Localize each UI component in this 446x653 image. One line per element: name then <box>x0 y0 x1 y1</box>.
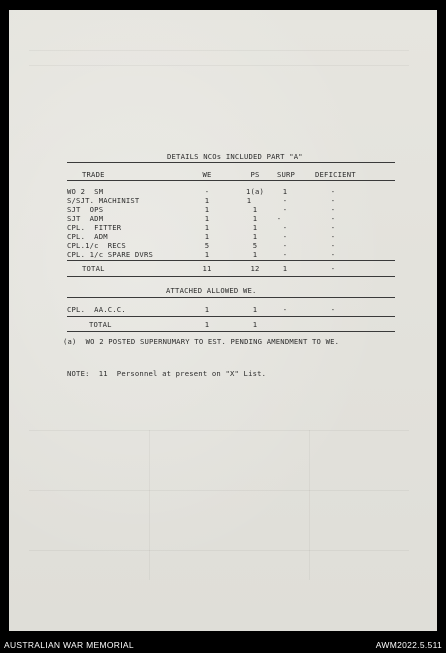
cell-def: - <box>330 196 336 205</box>
cell-surp: - <box>276 214 282 223</box>
cell-trade: SJT ADM <box>67 214 104 223</box>
archive-credit: AUSTRALIAN WAR MEMORIAL <box>4 640 134 650</box>
rule <box>67 331 395 332</box>
cell-trade: SJT OPS <box>67 205 104 214</box>
cell-trade: S/SJT. MACHINIST <box>67 196 140 205</box>
show-through-line <box>29 50 409 51</box>
show-through-line <box>29 550 409 551</box>
cell-ps: 1 <box>246 196 252 205</box>
rule <box>67 297 395 298</box>
cell-we: - <box>204 187 210 196</box>
cell-def: - <box>330 250 336 259</box>
rule <box>67 180 395 181</box>
total-surp: 1 <box>282 264 288 273</box>
cell-def: - <box>330 187 336 196</box>
show-through-line <box>29 490 409 491</box>
cell-surp: - <box>282 305 288 314</box>
show-through-line <box>309 430 310 580</box>
column-header-ps: PS <box>250 170 260 179</box>
cell-we: 1 <box>204 214 210 223</box>
cell-we: 1 <box>204 232 210 241</box>
cell-ps: 1 <box>252 250 258 259</box>
rule <box>67 260 395 261</box>
cell-surp: - <box>282 223 288 232</box>
cell-we: 1 <box>204 305 210 314</box>
column-header-we: WE <box>202 170 212 179</box>
cell-we: 1 <box>204 223 210 232</box>
cell-trade: CPL. AA.C.C. <box>67 305 126 314</box>
cell-trade: CPL. 1/c SPARE DVRS <box>67 250 154 259</box>
cell-surp: - <box>282 232 288 241</box>
cell-def: - <box>330 241 336 250</box>
column-header-trade: TRADE <box>82 170 105 179</box>
cell-surp: 1 <box>282 187 288 196</box>
cell-we: 5 <box>204 241 210 250</box>
cell-surp: - <box>282 205 288 214</box>
cell-ps: 1(a) <box>245 187 265 196</box>
cell-def: - <box>330 205 336 214</box>
cell-surp: - <box>282 241 288 250</box>
attached-title: ATTACHED ALLOWED WE. <box>166 286 257 295</box>
cell-ps: 1 <box>252 223 258 232</box>
rule <box>67 276 395 277</box>
cell-trade: CPL.1/c RECS <box>67 241 126 250</box>
document-page <box>9 10 437 631</box>
cell-surp: - <box>282 250 288 259</box>
cell-ps: 1 <box>252 232 258 241</box>
rule <box>67 162 395 163</box>
total-def: - <box>330 264 336 273</box>
column-header-surp: SURP <box>276 170 296 179</box>
cell-we: 1 <box>204 205 210 214</box>
cell-trade: WO 2 SM <box>67 187 104 196</box>
cell-def: - <box>330 305 336 314</box>
rule <box>67 316 395 317</box>
total-we: 11 <box>202 264 212 273</box>
cell-def: - <box>330 223 336 232</box>
total-we: 1 <box>204 320 210 329</box>
cell-ps: 1 <box>252 205 258 214</box>
show-through-line <box>29 65 409 66</box>
cell-def: - <box>330 232 336 241</box>
cell-ps: 1 <box>252 305 258 314</box>
table-title: DETAILS NCOs INCLUDED PART "A" <box>167 152 303 161</box>
cell-trade: CPL. FITTER <box>67 223 122 232</box>
catalogue-number: AWM2022.5.511 <box>375 640 442 650</box>
show-through-line <box>29 430 409 431</box>
total-ps: 1 <box>252 320 258 329</box>
total-ps: 12 <box>250 264 260 273</box>
cell-trade: CPL. ADM <box>67 232 108 241</box>
footnote-a: (a) WO 2 POSTED SUPERNUMARY TO EST. PENDING AMENDMENT TO WE. <box>63 337 340 346</box>
cell-ps: 1 <box>252 214 258 223</box>
cell-def: - <box>330 214 336 223</box>
column-header-deficient: DEFICIENT <box>315 170 356 179</box>
cell-ps: 5 <box>252 241 258 250</box>
total-label: TOTAL <box>89 320 112 329</box>
total-label: TOTAL <box>82 264 105 273</box>
show-through-line <box>149 430 150 580</box>
cell-we: 1 <box>204 196 210 205</box>
cell-we: 1 <box>204 250 210 259</box>
note: NOTE: 11 Personnel at present on "X" List. <box>67 369 267 378</box>
cell-surp: - <box>282 196 288 205</box>
